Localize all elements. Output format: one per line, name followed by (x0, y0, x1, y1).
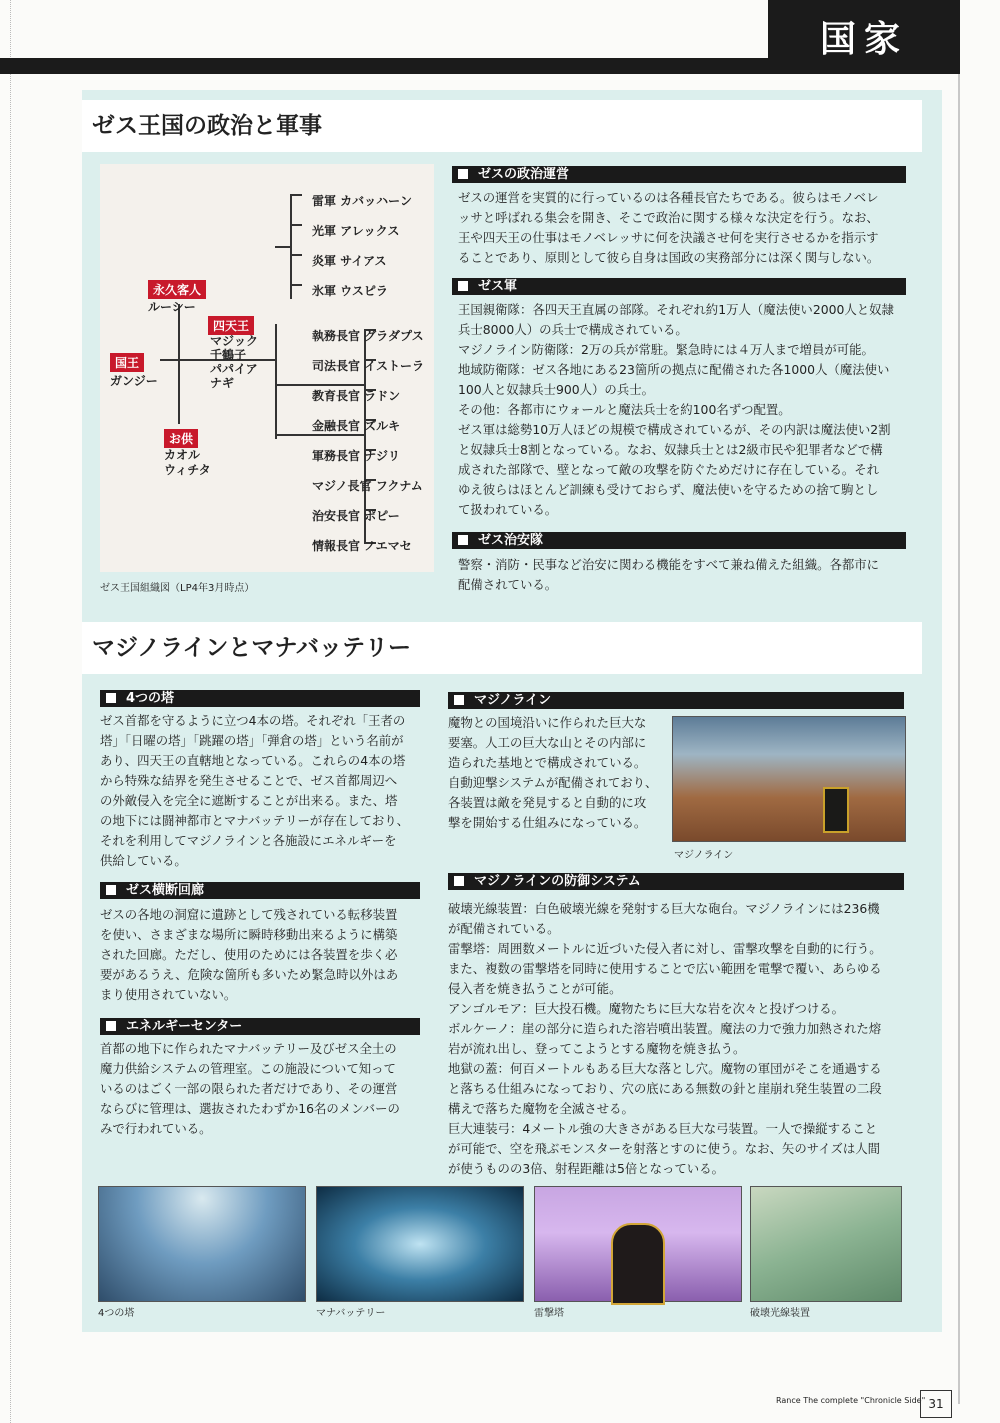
magino-photo (672, 716, 906, 842)
police-text: 警察・消防・民事など治安に関わる機能をすべて兼ね備えた組織。各都市に 配備されている。 (458, 557, 880, 592)
name-eikyu: ルーシー (148, 300, 196, 314)
photo-manabattery (316, 1186, 524, 1302)
official-item: 情報長官 ノエマセ (312, 539, 412, 553)
shitenou-list (210, 334, 258, 390)
army-heading: ゼス軍 (452, 278, 906, 295)
official-item: 治安長官 ポピー (312, 509, 400, 523)
official-item: マジノ長官 フクナム (312, 479, 423, 493)
otomo-list (164, 448, 211, 478)
org-caption: ゼス王国組織図（LP4年3月時点） (100, 583, 255, 594)
binder-edge (0, 0, 11, 1423)
magino-heading: マジノライン (448, 692, 904, 709)
army-item: 氷軍 ウスピラ (312, 284, 388, 298)
army-item: 雷軍 カバッハーン (312, 194, 412, 208)
page-number: 31 (920, 1390, 952, 1418)
army-item: 光軍 アレックス (312, 224, 400, 238)
caption-destruction-ray: 破壊光線装置 (750, 1308, 810, 1319)
politics-text: ゼスの運営を実質的に行っているのは各種長官たちである。彼らはモノベレ ッサと呼ばれる集会を開き、そこで政治に関する様々な決定を行う。なお、 王や四天王の仕事はモノベレッサに何を決議させ何を実行させるかを指示す ることであり、原則として彼ら自身は国政の実務部分には深く関与しない。 (458, 190, 880, 265)
energy-text: 首都の地下に作られたマナバッテリー及びゼス全土の 魔力供給システムの管理室。この施設について知って いるのはごく一部の限られた者だけであり、その運営 ならびに管理は、選抜されたわずか16名のメンバーの みで行われている。 (100, 1041, 400, 1136)
shitenou-name: マジック (210, 334, 259, 348)
caption-thunder-tower: 雷撃塔 (534, 1308, 564, 1319)
tag-otomo: お供 (164, 429, 198, 448)
caption-manabattery: マナバッテリー (316, 1308, 386, 1319)
towers-text: ゼス首都を守るように立つ4本の塔。それぞれ「王者の 塔」「日曜の塔」「跳躍の塔」「弾倉の塔」という名前が あり、四天王の直轄地となっている。これらの4本の塔 から特殊な結界を発生させることで、ゼス首都周辺へ の外敵侵入を完全に遮断することが出来る。また、塔 の地下には闘神都市とマナバッテリーが存在しており、 それを利用してマジノラインと各施設にエネルギーを 供給している。 (100, 713, 410, 868)
politics-heading: ゼスの政治運営 (452, 166, 906, 183)
official-item: 教育長官 ラドン (312, 389, 401, 403)
thunder-tower-figure (611, 1223, 665, 1305)
tower-figure (823, 787, 849, 833)
corridor-text: ゼスの各地の洞窟に遺跡として残されている転移装置 を使い、さまざまな場所に瞬時移動出来るように構築 された回廊。ただし、使用のためには各装置を歩く必 要があるうえ、危険な箇所も多いため緊急時以外はあ まり使用されていない。 (100, 907, 399, 1002)
official-item: 司法長官 イストーラ (312, 359, 425, 373)
magino-caption: マジノライン (674, 850, 734, 861)
army-text: 王国親衛隊：各四天王直属の部隊。それぞれ約1万人（魔法使い2000人と奴隷 兵士8000人）の兵士で構成されている。 マジノライン防衛隊：2万の兵が常駐。緊急時には４万人まで増員が可能。 地域防衛隊：ゼス各地にある23箇所の拠点に配備された各1000人（魔法使い 100人と奴隷兵士900人）の兵士。 その他：各都市にウォールと魔法兵士を約100名ずつ配置。 ゼス軍は総勢10万人ほどの規模で構成されているが、その内訳は魔法使い2割 と奴隷兵士8割となっている。なお、奴隷兵士とは2級市民や犯罪者などで構 成された部隊で、壁となって敵の攻撃を防ぐためだけに存在している。それ ゆえ彼らはほとんど訓練も受けておらず、魔法使いを守るための捨て駒とし て扱われている。 (458, 302, 894, 517)
defense-heading: マジノラインの防御システム (448, 873, 904, 890)
army-item: 炎軍 サイアス (312, 254, 387, 268)
official-item: 執務長官 グラダプス (312, 329, 424, 343)
magino-text: 魔物との国境沿いに作られた巨大な 要塞。人工の巨大な山とその内部に 造られた基地とで構成されている。 自動迎撃システムが配備されており、 各装置は敵を発見すると自動的に攻 撃を開始する仕組みになっている。 (448, 715, 658, 830)
name-king: ガンジー (110, 374, 158, 388)
otomo-name: ウィチタ (164, 463, 211, 477)
army-list (312, 186, 412, 306)
photo-thunder-tower (534, 1186, 742, 1302)
section-title-politics: ゼス王国の政治と軍事 (82, 100, 922, 152)
official-item: 金融長官 ズルキ (312, 419, 401, 433)
shitenou-name: ナギ (210, 376, 235, 390)
caption-towers: 4つの塔 (98, 1308, 135, 1319)
police-heading: ゼス治安隊 (452, 532, 906, 549)
otomo-name: カオル (164, 448, 201, 462)
org-chart (100, 164, 434, 572)
photo-towers (98, 1186, 306, 1302)
towers-heading: 4つの塔 (100, 690, 420, 707)
tag-shitenou: 四天王 (208, 316, 254, 335)
corridor-heading: ゼス横断回廊 (100, 882, 420, 899)
section-title-magino: マジノラインとマナバッテリー (82, 622, 922, 674)
footer-book-title: Rance The complete "Chronicle Side" (776, 1396, 926, 1405)
photo-destruction-ray (750, 1186, 902, 1302)
shitenou-name: 千鶴子 (210, 348, 247, 362)
tag-king: 国王 (110, 353, 144, 372)
right-rule (958, 74, 960, 1404)
defense-text: 破壊光線装置：白色破壊光線を発射する巨大な砲台。マジノラインには236機 が配備されている。 雷撃塔：周囲数メートルに近づいた侵入者に対し、雷撃攻撃を自動的に行う。 また、複数の雷撃塔を同時に使用することで広い範囲を電撃で覆い、あらゆる 侵入者を焼き払うことが可能。 アンゴルモア：巨大投石機。魔物たちに巨大な岩を次々と投げつける。 ボルケーノ：崖の部分に造られた溶岩噴出装置。魔法の力で強力加熱された熔 岩が流れ出し、登ってこようとする魔物を焼き払う。 地獄の蓋：何百メートルもある巨大な落とし穴。魔物の軍団がそこを通過する と落ちる仕組みになっており、穴の底にある無数の針と崖崩れ発生装置の二段 構えで落ちた魔物を全滅させる。 巨大連装弓：4メートル強の大きさがある巨大な弓装置。一人で操縦すること が可能で、空を飛ぶモンスターを射落とすのに使う。なお、矢のサイズは人間 が使うものの3倍、射程距離は5倍となっている。 (448, 901, 882, 1176)
official-list (312, 321, 424, 561)
tag-eikyu: 永久客人 (148, 280, 206, 299)
energy-heading: エネルギーセンター (100, 1018, 420, 1035)
shitenou-name: パパイア (210, 362, 258, 376)
chapter-tab: 国家 (768, 0, 960, 74)
official-item: 軍務長官 ナジリ (312, 449, 400, 463)
